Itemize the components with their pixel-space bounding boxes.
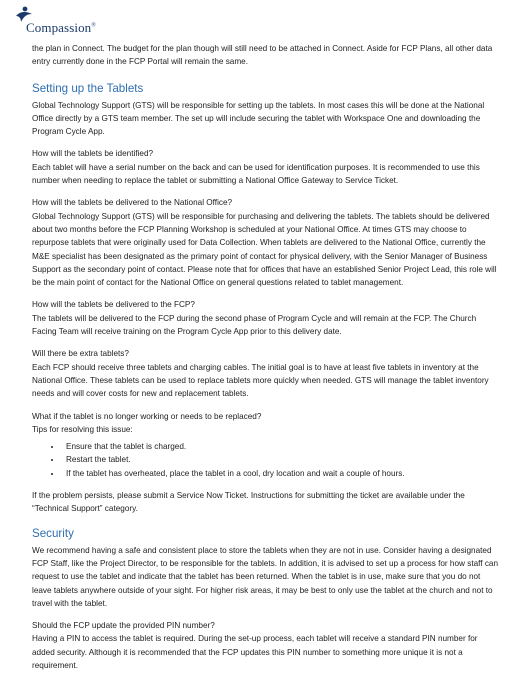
tips-list [32, 440, 502, 480]
section-heading-setup: Setting up the Tablets [32, 81, 144, 95]
faq-pin-update [32, 619, 502, 672]
compassion-logo [12, 6, 142, 38]
section-heading-security: Security [32, 526, 74, 540]
faq-question: Should the FCP update the provided PIN number? [32, 621, 215, 631]
faq-delivery-fcp [32, 298, 502, 338]
list-item: • If the tablet has overheated, place the tablet in a cool, dry location and wait a couple of hours. [62, 467, 502, 480]
faq-answer: Having a PIN to access the tablet is required. During the set-up process, each tablet will receive a standard PIN number for added security. Although it is recommended that the FCP updates this PIN number to something more unique it is not a requirement. [32, 634, 478, 670]
list-item: • Ensure that the tablet is charged. [62, 440, 502, 453]
faq-question: How will the tablets be identified? [32, 149, 154, 159]
faq-answer: Global Technology Support (GTS) will be responsible for purchasing and delivering the tablets. The tablets should be delivered about two months before the FCP Planning Workshop is scheduled at your National Office. At times GTS may choose to repurpose tablets that were originally used for Data Collection. When tablets are delivered to the National Office, currently the M&E specialist has been designated as the primary point of contact for physical delivery, with the Senior Manager of Business Support as the secondary point of contact. Please note that for offices that have an established Senior Project Lead, this role will be the main point of contact for the National Office on general questions related to tablet management. [32, 211, 497, 288]
setup-lead: Global Technology Support (GTS) will be responsible for setting up the tablets. In most cases this will be done at the National Office directly by a GTS team member. The set up will include securing the tablet with Workspace One and downloading the Program Cycle App. [32, 100, 485, 137]
faq-question: How will the tablets be delivered to the National Office? [32, 198, 233, 208]
intro-paragraph: the plan in Connect. The budget for the plan though will still need to be attached in Connect. Aside for FCP Plans, all other data entry currently done in the FCP Portal will remain the same. [32, 44, 493, 67]
list-item: • Restart the tablet. [62, 453, 502, 466]
faq-answer: Each FCP should receive three tablets and charging cables. The initial goal is to have at least five tablets in inventory at the National Office. These tablets can be used to replace tablets more quickly when needed. GTS will manage the tablet inventory needs and will cover costs for new and replacement tablets. [32, 362, 489, 399]
document-body [32, 42, 502, 681]
faq-answer: The tablets will be delivered to the FCP during the second phase of Program Cycle and will remain at the FCP. The Church Facing Team will receive training on the Program Cycle App prior to this delivery date. [32, 313, 477, 337]
faq-tablet-identification [32, 147, 502, 187]
faq-answer: Each tablet will have a serial number on the back and can be used for identification purposes. It is recommended to use this number when needing to replace the tablet or submitting a National Office Gateway to Service Ticket. [32, 162, 480, 186]
replacement-followup: If the problem persists, please submit a Service Now Ticket. Instructions for submitting the ticket are available under the “Technical Support” category. [32, 491, 465, 514]
faq-extra-tablets [32, 347, 502, 400]
logo-wordmark: Compassion® [26, 20, 96, 35]
security-lead: We recommend having a safe and consistent place to store the tablets when they are not in use. Consider having a designated FCP Staff, like the Project Director, to be responsible for the tablets. In addition, it is advised to set up a process for how staff can request to use the tablet and indicate that the tablet has been returned. When the tablet is in use, make sure that you do not leave tablets anywhere outside of your sight. For higher risk areas, it may be best to only use the tablet at the church and not to travel with the tablet. [32, 545, 499, 608]
faq-question: How will the tablets be delivered to the FCP? [32, 300, 195, 310]
faq-delivery-national-office [32, 196, 502, 289]
faq-replacement [32, 410, 502, 437]
faq-question: What if the tablet is no longer working or needs to be replaced? [32, 411, 262, 421]
tips-label: Tips for resolving this issue: [32, 424, 133, 434]
faq-question: Will there be extra tablets? [32, 349, 129, 359]
